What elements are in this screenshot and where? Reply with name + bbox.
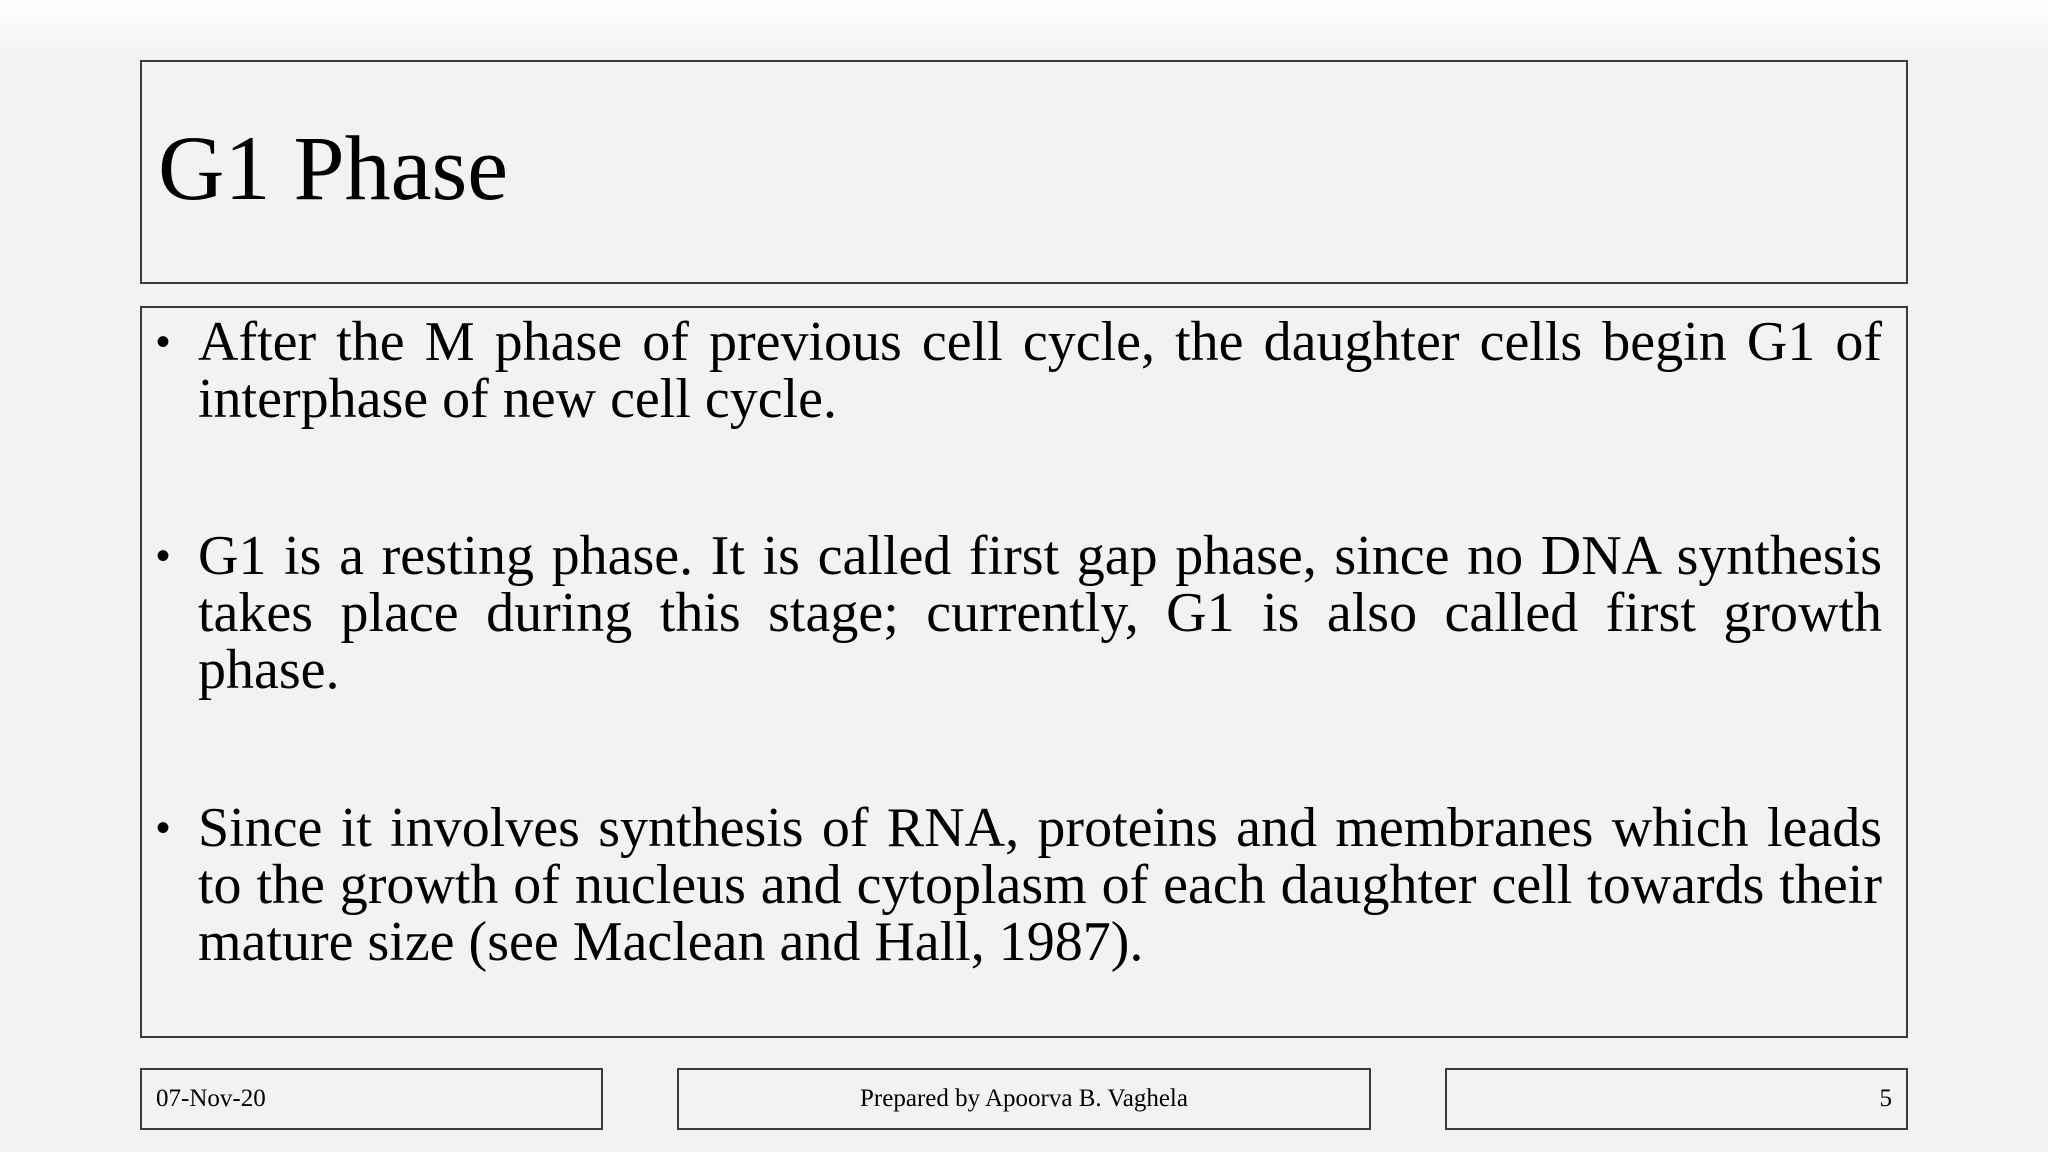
bullet-item xyxy=(156,311,1882,430)
title-placeholder xyxy=(140,60,1908,284)
footer-date: 07-Nov-20 xyxy=(140,1068,603,1130)
bullet-text: G1 is a resting phase. It is called first gap phase, since no DNA synthesis takes place during this stage; currently, G1 is also called first growth phase. xyxy=(198,525,1882,701)
bullet-marker: • xyxy=(156,806,171,850)
bullet-item xyxy=(156,797,1882,973)
bullet-marker: • xyxy=(156,534,171,578)
bullet-text: Since it involves synthesis of RNA, proteins and membranes which leads to the growth of nucleus and cytoplasm of each daughter cell towards their mature size (see Maclean and Hall, 1987). xyxy=(198,797,1882,973)
bullet-item xyxy=(156,525,1882,701)
bullet-marker: • xyxy=(156,320,171,364)
content-placeholder xyxy=(140,306,1908,1038)
bullet-text: After the M phase of previous cell cycle, the daughter cells begin G1 of interphase of new cell cycle. xyxy=(198,311,1882,430)
slide-number: 5 xyxy=(1445,1068,1908,1130)
footer-author: Prepared by Apoorva B. Vaghela xyxy=(677,1068,1371,1130)
top-gradient xyxy=(0,0,2048,60)
slide-title: G1 Phase xyxy=(158,117,509,219)
